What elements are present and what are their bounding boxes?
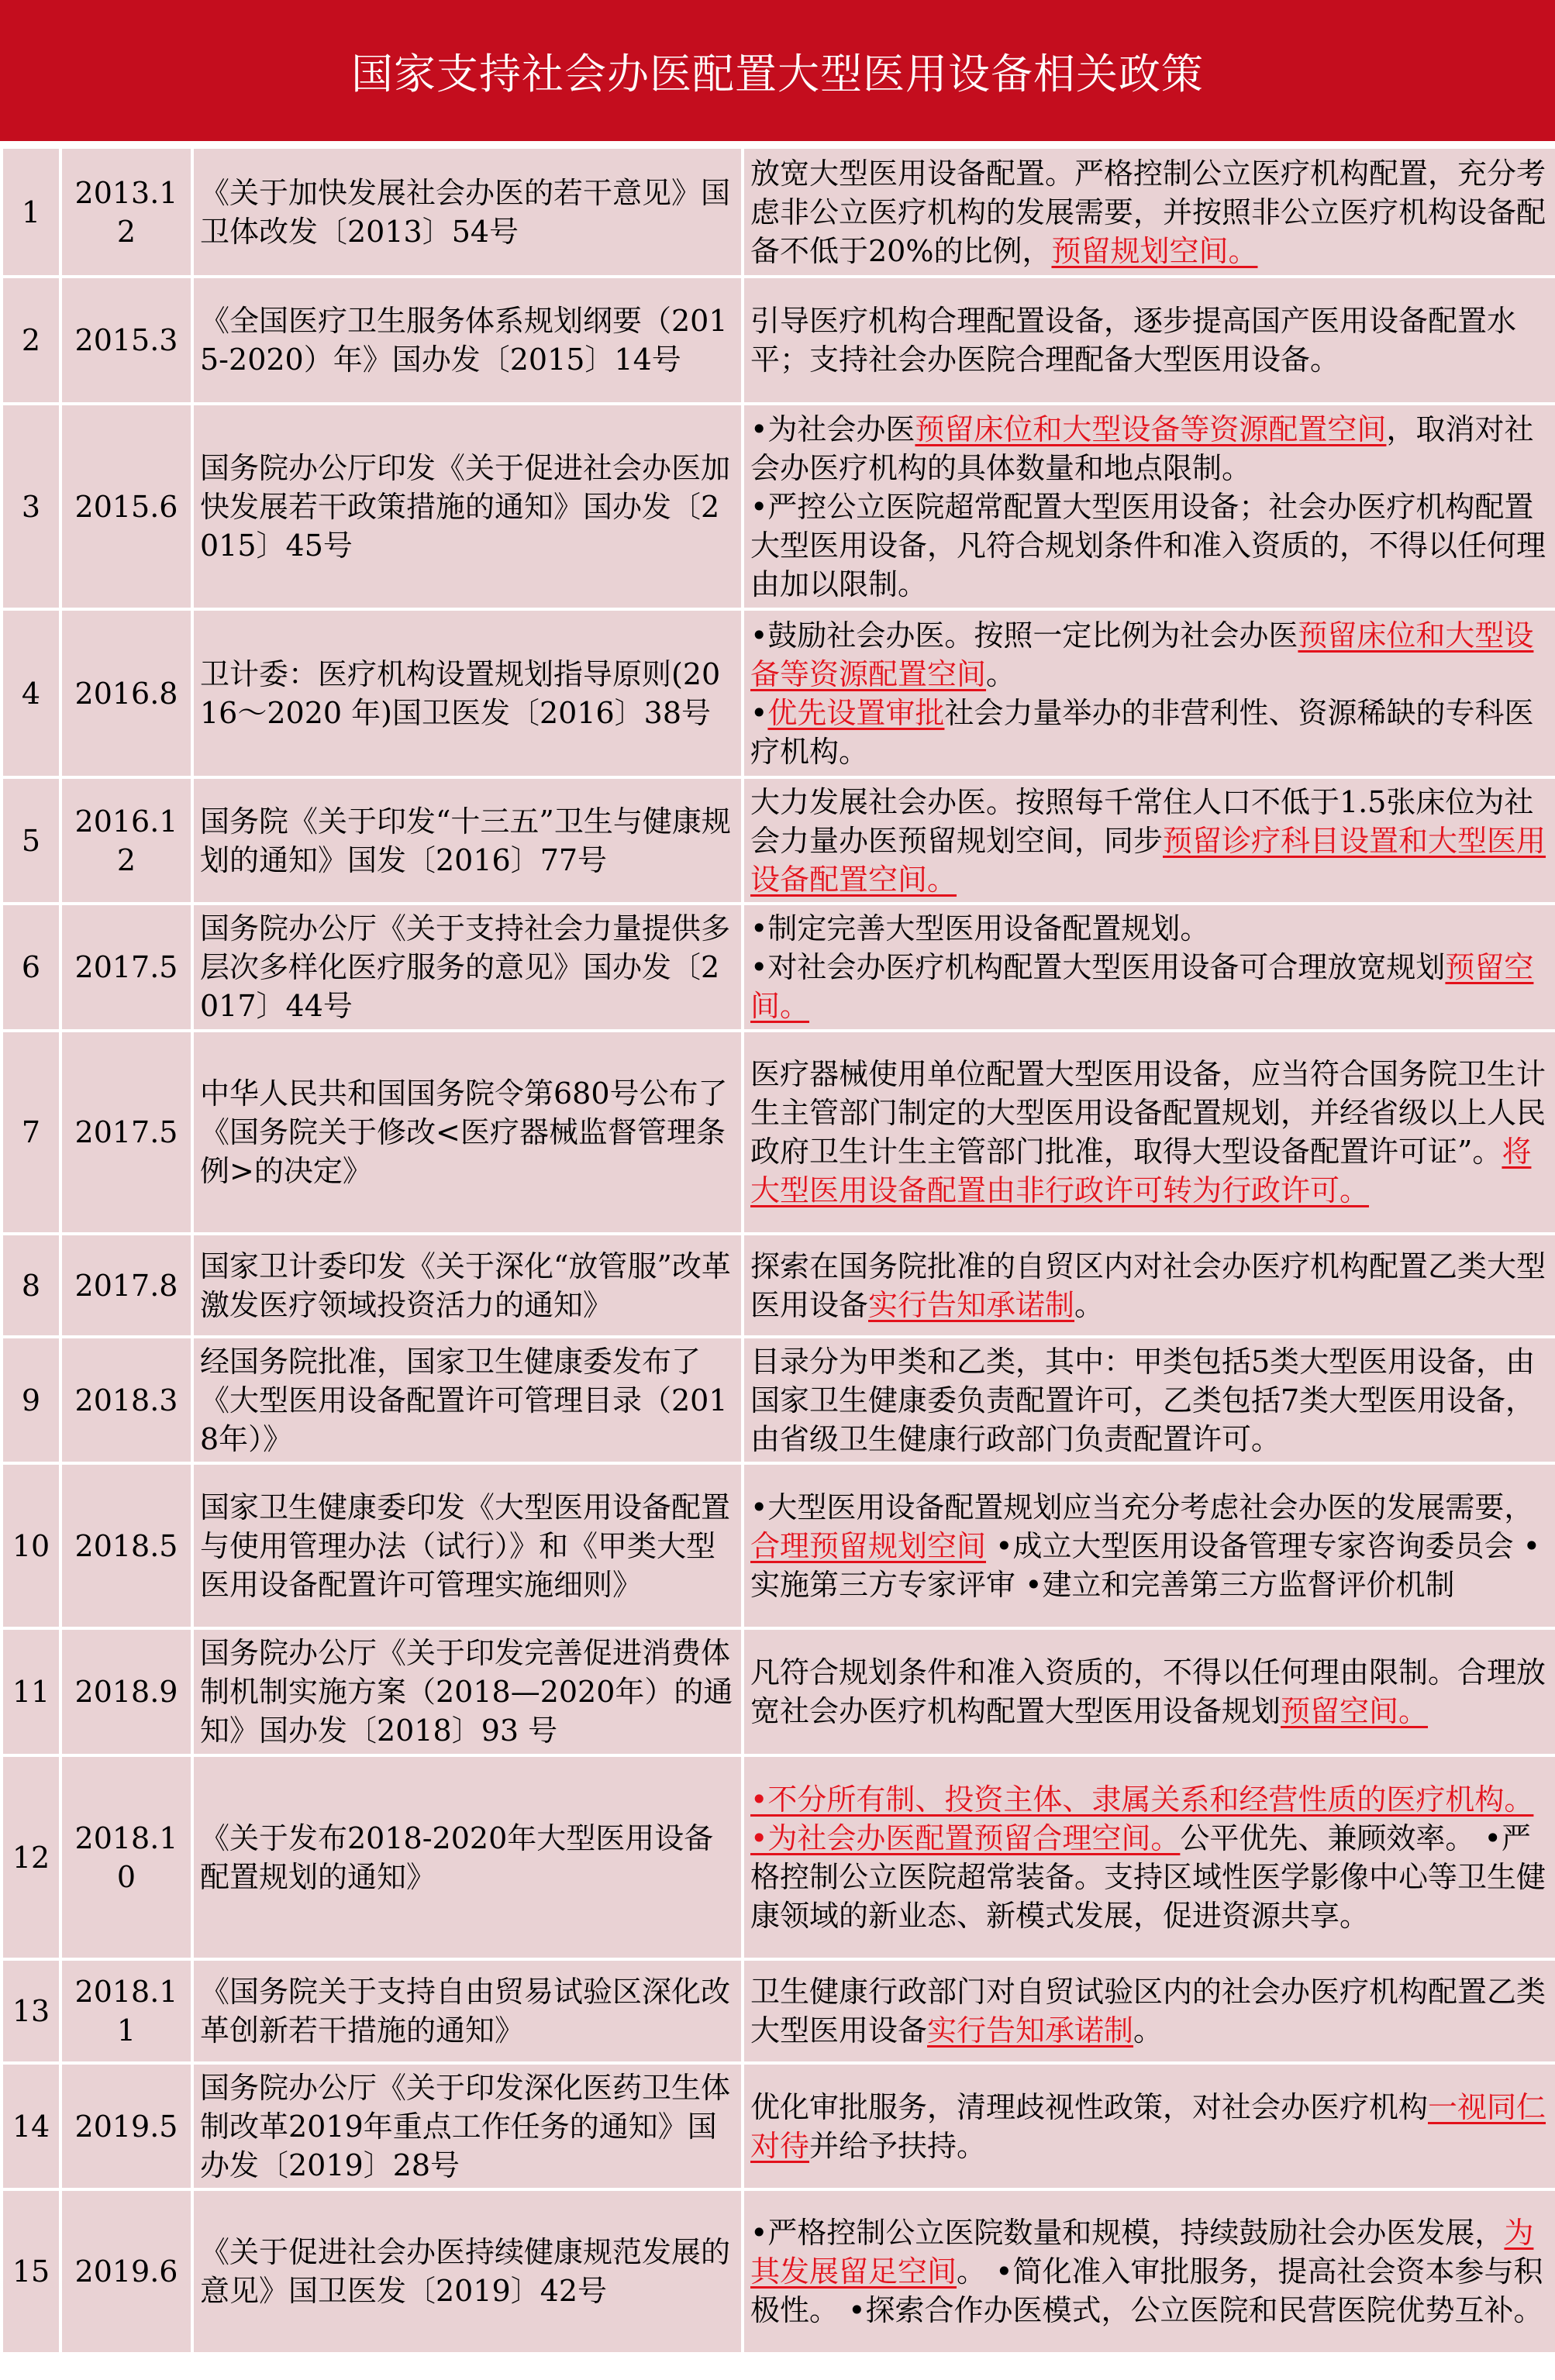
- row-number: 13: [2, 1959, 60, 2063]
- detail-text: 。 •简化准入审批服务，提高社会资本参与积极性。 •探索合作办医模式，公立医院和民营医院优势互补。: [750, 2254, 1543, 2327]
- detail-text: 卫生健康行政部门对自贸试验区内的社会办医疗机构配置乙类大型医用设备: [750, 1975, 1546, 2048]
- policy-detail: [743, 2189, 1555, 2354]
- detail-text: •制定完善大型医用设备配置规划。: [750, 911, 1210, 945]
- table-row: [2, 1031, 1555, 1234]
- table-row: [2, 1628, 1555, 1755]
- highlighted-text: 实行告知承诺制: [868, 1287, 1075, 1322]
- row-number: 4: [2, 609, 60, 777]
- policy-detail: [743, 1234, 1555, 1337]
- row-date: 2018.5: [60, 1463, 192, 1628]
- row-number: 10: [2, 1463, 60, 1628]
- detail-text: 优化审批服务，清理歧视性政策，对社会办医疗机构: [750, 2089, 1429, 2124]
- table-row: [2, 777, 1555, 904]
- row-date: 2018.11: [60, 1959, 192, 2063]
- detail-text: 社会力量举办的非营利性、资源稀缺的专科医疗机构。: [750, 695, 1534, 769]
- detail-text: •鼓励社会办医。按照一定比例为社会办医: [750, 618, 1298, 653]
- highlighted-text: •不分所有制、投资主体、隶属关系和经营性质的医疗机构。•为社会办医配置预留合理空间。: [750, 1782, 1534, 1855]
- policy-detail: [743, 1959, 1555, 2063]
- policy-detail: [743, 1755, 1555, 1959]
- row-number: 5: [2, 777, 60, 904]
- detail-text: ，取消对社会办医疗机构的具体数量和地点限制。: [750, 412, 1534, 485]
- detail-text: 。: [1074, 1287, 1105, 1322]
- policy-document-title: 国家卫生健康委印发《大型医用设备配置与使用管理办法（试行）》和《甲类大型医用设备配置许可管理实施细则》: [192, 1463, 743, 1628]
- highlighted-text: 预留空间。: [750, 950, 1534, 1023]
- table-row: [2, 277, 1555, 404]
- policy-document-title: 《全国医疗卫生服务体系规划纲要（2015-2020）年》国办发〔2015〕14号: [192, 277, 743, 404]
- row-number: 6: [2, 904, 60, 1031]
- table-row: [2, 904, 1555, 1031]
- table-row: [2, 404, 1555, 609]
- policy-detail: [743, 277, 1555, 404]
- highlighted-text: 合理预留规划空间: [750, 1528, 987, 1563]
- policy-document-title: 国务院《关于印发“十三五”卫生与健康规划的通知》国发〔2016〕77号: [192, 777, 743, 904]
- row-date: 2013.12: [60, 147, 192, 277]
- table-row: [2, 2063, 1555, 2189]
- table-row: [2, 609, 1555, 777]
- detail-text: 医疗器械使用单位配置大型医用设备，应当符合国务院卫生计生主管部门制定的大型医用设备配置规划，并经省级以上人民政府卫生计生主管部门批准，取得大型设备配置许可证”。: [750, 1057, 1546, 1169]
- highlighted-text: 为其发展留足空间: [750, 2216, 1534, 2289]
- policy-detail: [743, 1337, 1555, 1463]
- row-date: 2017.5: [60, 1031, 192, 1234]
- row-date: 2018.3: [60, 1337, 192, 1463]
- detail-text: •: [750, 695, 768, 730]
- policy-document-title: 国家卫计委印发《关于深化“放管服”改革激发医疗领域投资活力的通知》: [192, 1234, 743, 1337]
- row-number: 7: [2, 1031, 60, 1234]
- row-date: 2018.10: [60, 1755, 192, 1959]
- policy-detail: [743, 2063, 1555, 2189]
- table-row: [2, 1959, 1555, 2063]
- highlighted-text: 预留床位和大型设备等资源配置空间: [915, 412, 1387, 446]
- table-row: [2, 2189, 1555, 2354]
- policy-detail: [743, 777, 1555, 904]
- policy-document-title: 《关于促进社会办医持续健康规范发展的意见》国卫医发〔2019〕42号: [192, 2189, 743, 2354]
- row-number: 8: [2, 1234, 60, 1337]
- detail-text: 。: [986, 656, 1016, 691]
- row-number: 1: [2, 147, 60, 277]
- policy-document-title: 国务院办公厅《关于印发深化医药卫生体制改革2019年重点工作任务的通知》国办发〔2019〕28号: [192, 2063, 743, 2189]
- highlighted-text: 将大型医用设备配置由非行政许可转为行政许可。: [750, 1135, 1532, 1207]
- highlighted-text: 预留规划空间。: [1051, 233, 1258, 268]
- policy-document-title: 经国务院批准，国家卫生健康委发布了《大型医用设备配置许可管理目录（2018年）》: [192, 1337, 743, 1463]
- policy-detail: [743, 1628, 1555, 1755]
- table-row: [2, 147, 1555, 277]
- row-date: 2017.8: [60, 1234, 192, 1337]
- row-date: 2015.3: [60, 277, 192, 404]
- detail-text: •严格控制公立医院数量和规模，持续鼓励社会办医发展，: [750, 2216, 1505, 2250]
- policy-document-title: 国务院办公厅印发《关于促进社会办医加快发展若干政策措施的通知》国办发〔2015〕45号: [192, 404, 743, 609]
- policy-table: [0, 146, 1555, 2355]
- row-number: 15: [2, 2189, 60, 2354]
- row-number: 11: [2, 1628, 60, 1755]
- policy-detail: [743, 1463, 1555, 1628]
- row-date: 2019.6: [60, 2189, 192, 2354]
- policy-document-title: 国务院办公厅《关于支持社会力量提供多层次多样化医疗服务的意见》国办发〔2017〕44号: [192, 904, 743, 1031]
- detail-text: 目录分为甲类和乙类，其中：甲类包括5类大型医用设备，由国家卫生健康委负责配置许可，乙类包括7类大型医用设备，由省级卫生健康行政部门负责配置许可。: [750, 1344, 1536, 1456]
- row-date: 2016.8: [60, 609, 192, 777]
- highlighted-text: 预留空间。: [1281, 1694, 1429, 1728]
- highlighted-text: 一视同仁对待: [750, 2089, 1546, 2163]
- policy-document-title: 国务院办公厅《关于印发完善促进消费体制机制实施方案（2018—2020年）的通知》国办发〔2018〕93 号: [192, 1628, 743, 1755]
- row-number: 14: [2, 2063, 60, 2189]
- row-date: 2017.5: [60, 904, 192, 1031]
- table-row: [2, 1337, 1555, 1463]
- policy-detail: [743, 404, 1555, 609]
- policy-detail: [743, 904, 1555, 1031]
- policy-detail: [743, 609, 1555, 777]
- detail-text: 引导医疗机构合理配置设备，逐步提高国产医用设备配置水平；支持社会办医院合理配备大型医用设备。: [750, 304, 1517, 377]
- highlighted-text: 实行告知承诺制: [927, 2013, 1134, 2048]
- page-title: 国家支持社会办医配置大型医用设备相关政策: [0, 0, 1555, 141]
- policy-detail: [743, 1031, 1555, 1234]
- row-date: 2015.6: [60, 404, 192, 609]
- highlighted-text: 预留床位和大型设备等资源配置空间: [750, 618, 1534, 691]
- row-date: 2018.9: [60, 1628, 192, 1755]
- policy-detail: [743, 147, 1555, 277]
- table-row: [2, 1234, 1555, 1337]
- policy-document-title: 《关于加快发展社会办医的若干意见》国卫体改发〔2013〕54号: [192, 147, 743, 277]
- detail-text: 凡符合规划条件和准入资质的，不得以任何理由限制。合理放宽社会办医疗机构配置大型医用设备规划: [750, 1655, 1546, 1728]
- detail-text: 。: [1133, 2013, 1164, 2048]
- row-number: 12: [2, 1755, 60, 1959]
- highlighted-text: 优先设置审批: [767, 695, 945, 730]
- detail-text: 探索在国务院批准的自贸区内对社会办医疗机构配置乙类大型医用设备: [750, 1249, 1546, 1322]
- detail-text: •对社会办医疗机构配置大型医用设备可合理放宽规划: [750, 950, 1446, 984]
- row-date: 2016.12: [60, 777, 192, 904]
- policy-table-body: [2, 147, 1555, 2354]
- policy-document-title: 《关于发布2018-2020年大型医用设备配置规划的通知》: [192, 1755, 743, 1959]
- policy-document-title: 中华人民共和国国务院令第680号公布了《国务院关于修改<医疗器械监督管理条例>的决定》: [192, 1031, 743, 1234]
- detail-text: 放宽大型医用设备配置。严格控制公立医疗机构配置，充分考虑非公立医疗机构的发展需要，并按照非公立医疗机构设备配备不低于20%的比例，: [750, 156, 1546, 268]
- detail-text: •严控公立医院超常配置大型医用设备；社会办医疗机构配置大型医用设备，凡符合规划条件和准入资质的，不得以任何理由加以限制。: [750, 489, 1546, 601]
- detail-text: •为社会办医: [750, 412, 915, 446]
- row-number: 9: [2, 1337, 60, 1463]
- row-number: 3: [2, 404, 60, 609]
- detail-text: •成立大型医用设备管理专家咨询委员会 •实施第三方专家评审 •建立和完善第三方监督评价机制: [750, 1528, 1541, 1602]
- detail-text: 公平优先、兼顾效率。 •严格控制公立医院超常装备。支持区域性医学影像中心等卫生健康领域的新业态、新模式发展，促进资源共享。: [750, 1820, 1546, 1933]
- detail-text: •大型医用设备配置规划应当充分考虑社会办医的发展需要，: [750, 1490, 1534, 1524]
- row-date: 2019.5: [60, 2063, 192, 2189]
- policy-document-title: 卫计委：医疗机构设置规划指导原则(2016～2020 年)国卫医发〔2016〕38号: [192, 609, 743, 777]
- detail-text: 大力发展社会办医。按照每千常住人口不低于1.5张床位为社会力量办医预留规划空间，同步: [750, 784, 1534, 858]
- table-row: [2, 1755, 1555, 1959]
- table-row: [2, 1463, 1555, 1628]
- detail-text: 并给予扶持。: [809, 2128, 987, 2163]
- policy-document-title: 《国务院关于支持自由贸易试验区深化改革创新若干措施的通知》: [192, 1959, 743, 2063]
- highlighted-text: 预留诊疗科目设置和大型医用设备配置空间。: [750, 823, 1546, 897]
- row-number: 2: [2, 277, 60, 404]
